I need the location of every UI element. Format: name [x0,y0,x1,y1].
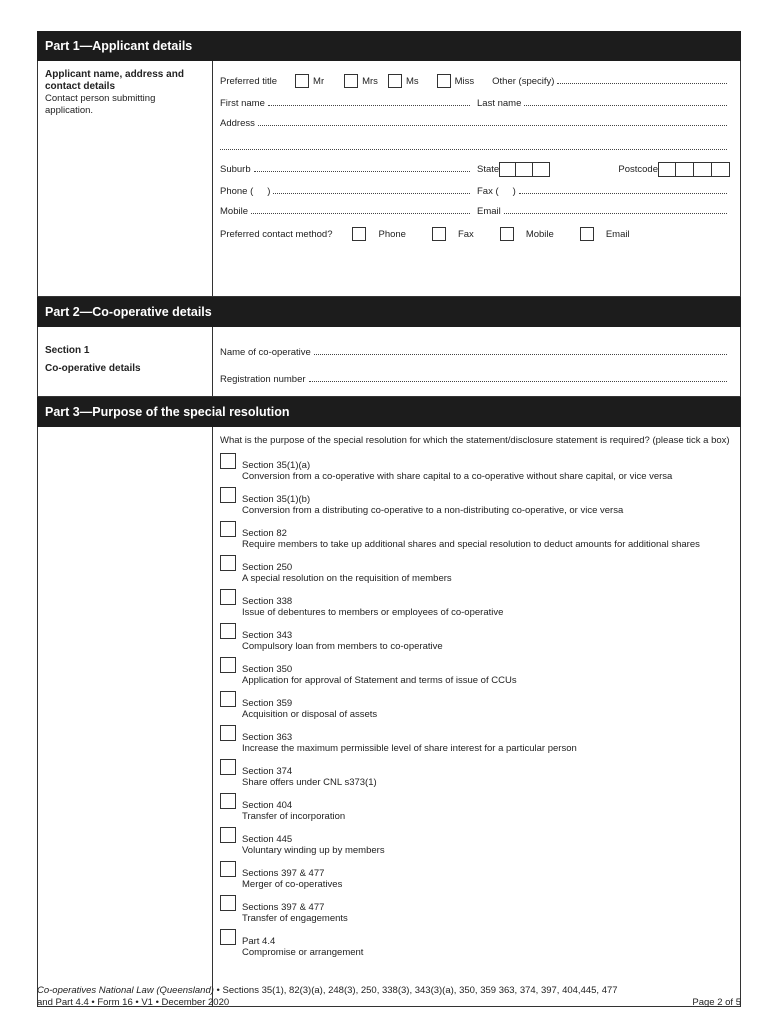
title-mrs-checkbox[interactable] [344,74,358,88]
coop-name-label: Name of co-operative [220,346,311,358]
purpose-checkbox[interactable] [220,793,236,809]
postcode-box-1[interactable] [658,162,676,177]
purpose-checkbox[interactable] [220,623,236,639]
method-email-checkbox[interactable] [580,227,594,241]
purpose-option[interactable] [220,623,730,652]
purpose-checkbox[interactable] [220,725,236,741]
purpose-option[interactable] [220,453,730,482]
purpose-option[interactable] [220,929,730,958]
reg-number-line [220,369,730,389]
purpose-option-desc: Acquisition or disposal of assets [242,709,378,720]
purpose-option-desc: Application for approval of Statement and terms of issue of CCUs [242,675,517,686]
phone-line [220,181,730,201]
purpose-checkbox[interactable] [220,759,236,775]
contact-method-label: Preferred contact method? [220,228,333,240]
purpose-option-text [242,657,517,686]
purpose-option-title: Section 35(1)(a) [242,460,311,471]
purpose-checkbox[interactable] [220,589,236,605]
email-field[interactable] [504,213,727,214]
purpose-option-list [220,453,730,958]
purpose-option[interactable] [220,759,730,788]
purpose-option-text [242,521,700,550]
part2-heading: Part 2—Co-operative details [37,297,741,327]
name-line [220,93,730,113]
purpose-checkbox[interactable] [220,861,236,877]
coop-name-line [220,342,730,362]
fax-field[interactable] [519,193,727,194]
suburb-field[interactable] [254,171,470,172]
method-fax-checkbox[interactable] [432,227,446,241]
purpose-checkbox[interactable] [220,521,236,537]
purpose-option-text [242,895,348,924]
title-ms-checkbox[interactable] [388,74,402,88]
purpose-option-desc: Merger of co-operatives [242,879,343,890]
purpose-option[interactable] [220,725,730,754]
address-line-2 [220,137,730,157]
purpose-checkbox[interactable] [220,453,236,469]
purpose-option-desc: Increase the maximum permissible level of share interest for a particular person [242,743,577,754]
page-number: Page 2 of 5 [692,996,741,1008]
title-mr-checkbox[interactable] [295,74,309,88]
footer [37,985,741,1008]
purpose-option-title: Section 250 [242,562,293,573]
purpose-option-desc: Require members to take up additional shares and special resolution to deduct amounts for additional shares [242,539,700,550]
purpose-option[interactable] [220,827,730,856]
purpose-option-text [242,793,345,822]
suburb-label: Suburb [220,163,251,175]
purpose-option[interactable] [220,861,730,890]
part1-heading: Part 1—Applicant details [37,31,741,61]
purpose-option-text [242,555,452,584]
purpose-option-desc: Compulsory loan from members to co-operative [242,641,443,652]
title-ms-label: Ms [405,75,419,87]
purpose-option-desc: Voluntary winding up by members [242,845,385,856]
title-ms-option[interactable] [388,74,419,88]
postcode-label: Postcode [618,163,658,175]
purpose-option-desc: Issue of debentures to members or employees of co-operative [242,607,504,618]
purpose-option-text [242,691,377,720]
method-fax-option[interactable] [432,227,474,241]
purpose-option-text [242,453,672,482]
mobile-field[interactable] [251,213,470,214]
other-field[interactable] [557,83,727,84]
purpose-option-text [242,725,577,754]
method-mobile-option[interactable] [500,227,554,241]
method-email-option[interactable] [580,227,630,241]
purpose-option-text [242,487,623,516]
purpose-checkbox[interactable] [220,929,236,945]
part3-heading: Part 3—Purpose of the special resolution [37,397,741,427]
purpose-option-title: Section 445 [242,834,293,845]
purpose-option-desc: Compromise or arrangement [242,947,364,958]
method-phone-option[interactable] [352,227,405,241]
part1-fields [213,61,740,296]
purpose-option[interactable] [220,691,730,720]
purpose-option[interactable] [220,589,730,618]
purpose-option[interactable] [220,657,730,686]
purpose-option-title: Section 338 [242,596,293,607]
part1-left-cell [38,61,213,296]
reg-number-field[interactable] [309,381,727,382]
purpose-option-title: Section 404 [242,800,293,811]
title-miss-checkbox[interactable] [437,74,451,88]
state-label: State [477,163,500,175]
purpose-option-title: Section 350 [242,664,293,675]
title-mr-option[interactable] [295,74,324,88]
purpose-checkbox[interactable] [220,895,236,911]
purpose-option-text [242,827,385,856]
purpose-option-title: Sections 397 & 477 [242,868,325,879]
part3-options [213,427,740,1006]
purpose-option-text [242,623,443,652]
last-name-label: Last name [477,97,522,109]
preferred-title-label: Preferred title [220,75,278,87]
purpose-option-title: Section 374 [242,766,293,777]
postcode-box-2[interactable] [676,162,694,177]
reg-number-label: Registration number [220,373,306,385]
footer-law-title: Co-operatives National Law (Queensland) [37,985,214,996]
part2-left-cell [38,327,213,396]
footer-line1: • Sections 35(1), 82(3)(a), 248(3), 250, 338(3), 343(3)(a), 350, 359 363, 374, 397, 404,445, 477 [213,985,618,996]
purpose-option-title: Part 4.4 [242,936,276,947]
mobile-label: Mobile [220,205,248,217]
title-line [220,69,730,93]
footer-line2: and Part 4.4 • Form 16 • V1 • December 2020 [37,996,230,1008]
method-fax-label: Fax [457,228,474,240]
purpose-option-text [242,861,342,890]
purpose-option-desc: A special resolution on the requisition of members [242,573,452,584]
purpose-checkbox[interactable] [220,827,236,843]
purpose-option-title: Section 82 [242,528,287,539]
suburb-line [220,157,730,181]
purpose-option[interactable] [220,895,730,924]
last-name-field[interactable] [524,105,727,106]
purpose-checkbox[interactable] [220,657,236,673]
address-line [220,113,730,133]
method-phone-checkbox[interactable] [352,227,366,241]
applicant-details-title: Applicant name, address and contact details [45,69,184,92]
purpose-option-desc: Share offers under CNL s373(1) [242,777,377,788]
phone-close-label: ) [267,185,271,197]
postcode-box-4[interactable] [712,162,730,177]
purpose-option-title: Section 359 [242,698,293,709]
purpose-option-text [242,759,377,788]
purpose-option-text [242,589,503,618]
part3-row [37,427,741,1007]
title-miss-label: Miss [454,75,475,87]
purpose-option-desc: Transfer of incorporation [242,811,346,822]
phone-field[interactable] [273,193,470,194]
postcode-box-3[interactable] [694,162,712,177]
address-field-2[interactable] [220,149,727,150]
part1-row [37,61,741,297]
purpose-option[interactable] [220,793,730,822]
method-mobile-checkbox[interactable] [500,227,514,241]
title-mrs-option[interactable] [344,74,378,88]
address-field[interactable] [258,125,727,126]
coop-name-field[interactable] [314,354,727,355]
purpose-checkbox[interactable] [220,555,236,571]
mobile-line [220,201,730,221]
purpose-option-desc: Conversion from a co-operative with share capital to a co-operative without share capital, or vice versa [242,471,673,482]
purpose-option-title: Section 363 [242,732,293,743]
section1-label: Section 1 [45,345,90,356]
part2-row [37,327,741,397]
method-mobile-label: Mobile [525,228,554,240]
part2-fields [213,327,740,396]
title-mrs-label: Mrs [362,75,378,87]
purpose-option[interactable] [220,487,730,516]
purpose-option-title: Sections 397 & 477 [242,902,325,913]
fax-close-label: ) [512,185,516,197]
purpose-question: What is the purpose of the special resolution for which the statement/disclosure statement is required? (please tick a box) [220,435,730,446]
fax-label: Fax ( [477,185,499,197]
email-label: Email [477,205,501,217]
state-box-3[interactable] [533,162,550,177]
state-box-1[interactable] [499,162,516,177]
method-phone-label: Phone [378,228,406,240]
purpose-option-desc: Conversion from a distributing co-operative to a non-distributing co-operative, or vice versa [242,505,624,516]
purpose-option-text [242,929,363,958]
contact-method-line [220,221,730,247]
first-name-field[interactable] [268,105,470,106]
title-mr-label: Mr [313,75,325,87]
purpose-option[interactable] [220,521,730,550]
other-label: Other (specify) [492,75,555,87]
coop-details-label: Co-operative details [45,363,141,374]
purpose-checkbox[interactable] [220,691,236,707]
phone-label: Phone ( [220,185,254,197]
address-label: Address [220,117,255,129]
purpose-option-title: Section 343 [242,630,293,641]
form [37,31,741,1007]
purpose-option[interactable] [220,555,730,584]
title-miss-option[interactable] [437,74,475,88]
applicant-details-note: Contact person submitting application. [45,93,156,116]
purpose-checkbox[interactable] [220,487,236,503]
purpose-option-title: Section 35(1)(b) [242,494,311,505]
first-name-label: First name [220,97,265,109]
state-box-2[interactable] [516,162,533,177]
purpose-option-desc: Transfer of engagements [242,913,348,924]
method-email-label: Email [605,228,630,240]
part3-left-cell [38,427,213,1006]
